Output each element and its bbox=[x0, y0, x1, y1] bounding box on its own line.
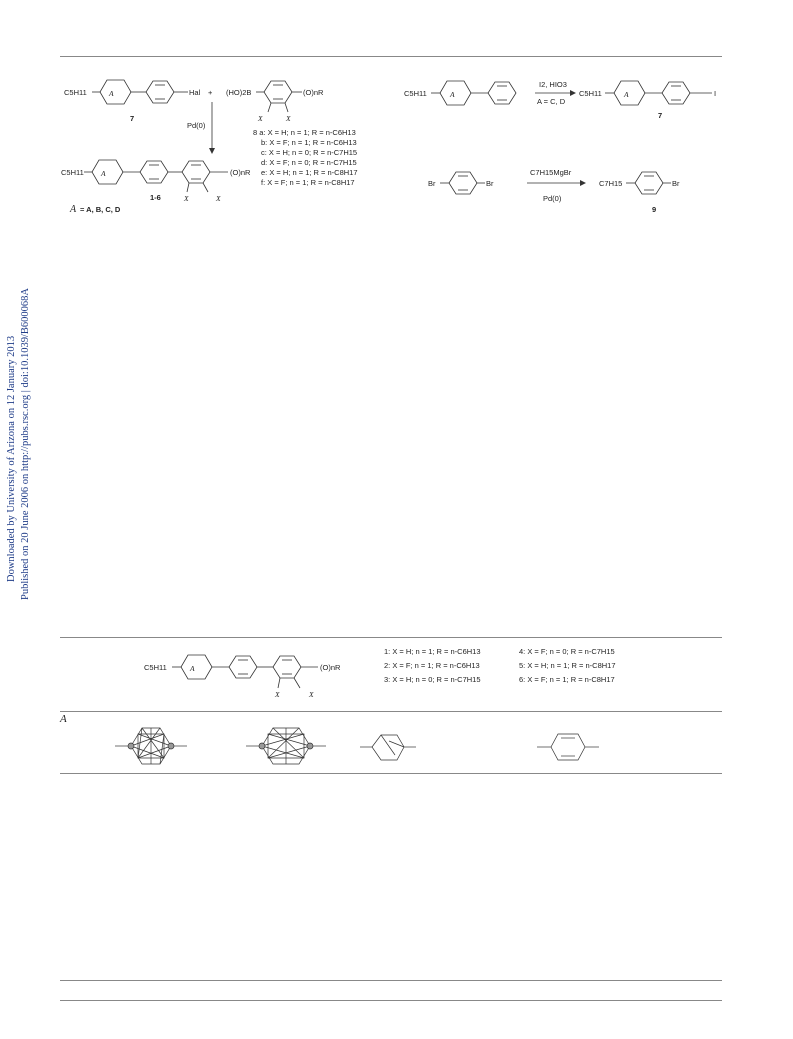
table-entry-4: 4: X = F; n = 0; R = n-C7H15 bbox=[519, 647, 615, 656]
c7h15-label: C7H15 bbox=[599, 179, 623, 188]
product-oalkyl-label: (O)nR bbox=[230, 168, 251, 177]
catalyst-label: Pd(0) bbox=[187, 121, 206, 130]
a-definition: = A, B, C, D bbox=[80, 205, 121, 214]
iodo-label: I bbox=[714, 89, 717, 98]
download-note-line1: Downloaded by University of Arizona on 12 January 2013 bbox=[6, 335, 17, 582]
carborane-a-structure bbox=[115, 728, 187, 764]
plus-sign: + bbox=[208, 88, 213, 97]
x-label: X bbox=[286, 114, 291, 123]
br-label: Br bbox=[672, 179, 680, 188]
iodination-reagent: I2, HIO3 bbox=[539, 80, 567, 89]
x-label: X bbox=[309, 690, 314, 699]
table-entry-2: 2: X = F; n = 1; R = n-C6H13 bbox=[384, 661, 480, 670]
ring-a-label: A bbox=[450, 90, 455, 99]
compound-7-label: 7 bbox=[658, 111, 663, 120]
variant-b: b: X = F; n = 1; R = n-C6H13 bbox=[261, 138, 357, 147]
oalkyl-label: (O)nR bbox=[303, 88, 324, 97]
compound-7-label: 7 bbox=[130, 114, 135, 123]
oalkyl-label: (O)nR bbox=[320, 663, 341, 672]
ring-a-label: A bbox=[624, 90, 629, 99]
benzene-structure bbox=[537, 734, 599, 760]
variant-d: d: X = F; n = 0; R = n-C7H15 bbox=[261, 158, 357, 167]
ring-a-label: A bbox=[190, 664, 195, 673]
carborane-b-structure bbox=[246, 728, 326, 764]
c5h11-label: C5H11 bbox=[579, 89, 602, 98]
product-x-label: X bbox=[216, 194, 221, 203]
variant-c: c: X = H; n = 0; R = n-C7H15 bbox=[261, 148, 358, 157]
bicyclooctane-structure bbox=[360, 735, 416, 760]
catalyst-label: Pd(0) bbox=[543, 194, 562, 203]
product-c5h11-label: C5H11 bbox=[61, 168, 84, 177]
c5h11-label: C5H11 bbox=[404, 89, 427, 98]
variant-e: e: X = H; n = 1; R = n-C8H17 bbox=[261, 168, 358, 177]
br-label: Br bbox=[428, 179, 436, 188]
variant-f: f: X = F; n = 1; R = n-C8H17 bbox=[261, 178, 355, 187]
br-label: Br bbox=[486, 179, 494, 188]
compound-9-label: 9 bbox=[652, 205, 657, 214]
c5h11-label: C5H11 bbox=[144, 663, 167, 672]
hal-label: Hal bbox=[189, 88, 201, 97]
x-label: X bbox=[258, 114, 263, 123]
download-note-line2: Published on 20 June 2006 on http://pubs.rsc.org | doi:10.1039/B600068A bbox=[20, 288, 31, 600]
table-entry-6: 6: X = F; n = 1; R = n-C8H17 bbox=[519, 675, 615, 684]
product-ring-a-label: A bbox=[101, 169, 106, 178]
ring-scope-label: A = C, D bbox=[537, 97, 566, 106]
ring-a-label: A bbox=[109, 89, 114, 98]
product-label: 1-6 bbox=[150, 193, 161, 202]
c5h11-label: C5H11 bbox=[64, 88, 87, 97]
table-entry-3: 3: X = H; n = 0; R = n-C7H15 bbox=[384, 675, 481, 684]
table-entry-1: 1: X = H; n = 1; R = n-C6H13 bbox=[384, 647, 481, 656]
boronic-label: (HO)2B bbox=[226, 88, 252, 97]
variant-a: 8 a: X = H; n = 1; R = n-C6H13 bbox=[253, 128, 356, 137]
ring-a-symbol: A bbox=[70, 204, 77, 215]
table-entry-5: 5: X = H; n = 1; R = n-C8H17 bbox=[519, 661, 616, 670]
product-x-label: X bbox=[184, 194, 189, 203]
a-column-header: A bbox=[60, 713, 67, 725]
x-label: X bbox=[275, 690, 280, 699]
grignard-label: C7H15MgBr bbox=[530, 168, 572, 177]
